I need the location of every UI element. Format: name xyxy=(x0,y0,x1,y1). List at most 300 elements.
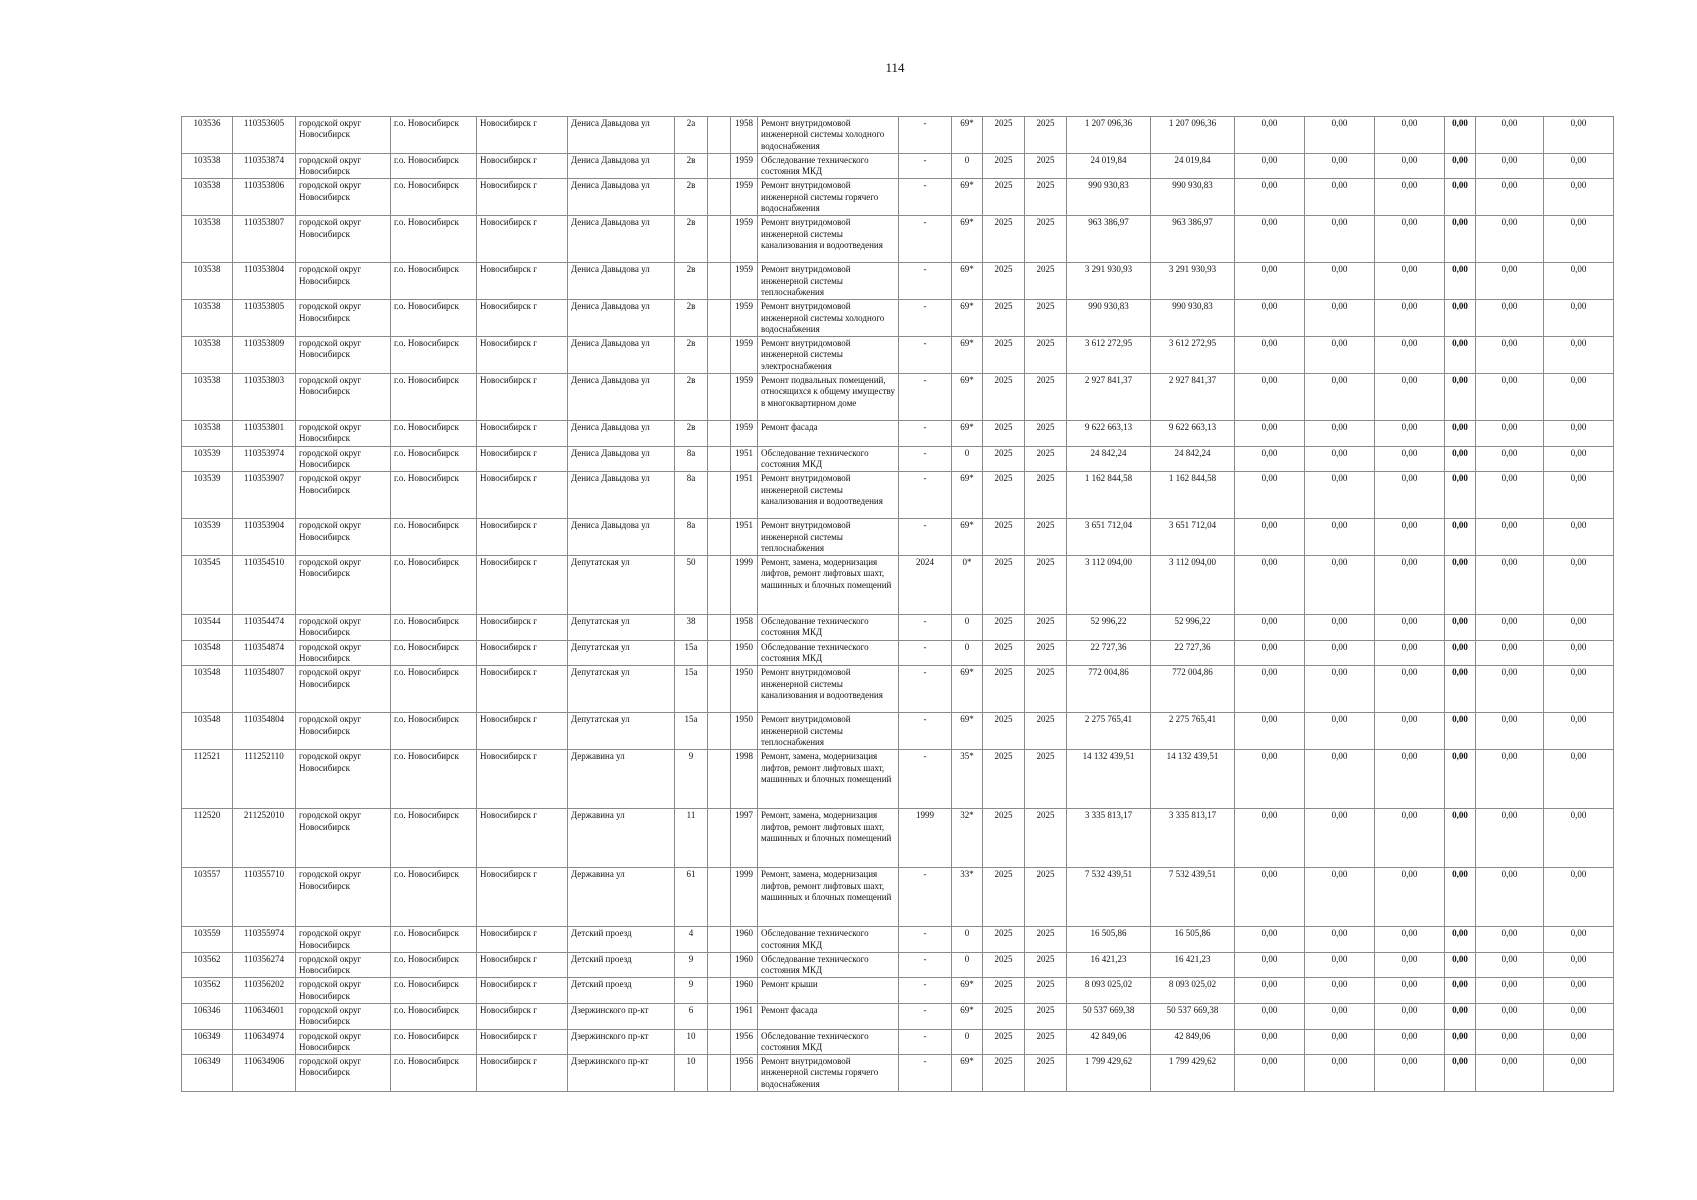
table-row xyxy=(182,446,1614,472)
cell-last-repair-year: - xyxy=(899,216,952,263)
cell-district: г.о. Новосибирск xyxy=(391,117,477,154)
cell-house-number: 9 xyxy=(675,750,708,809)
cell-district: г.о. Новосибирск xyxy=(391,952,477,978)
cell-extra: 0,00 xyxy=(1445,750,1476,809)
table-row xyxy=(182,374,1614,421)
cell-locality: Новосибирск г xyxy=(477,615,568,641)
cell-house-number: 8а xyxy=(675,519,708,556)
cell-plan-start: 2025 xyxy=(983,179,1025,216)
cell-local-budget: 0,00 xyxy=(1305,615,1375,641)
cell-regional-budget: 0,00 xyxy=(1235,666,1305,713)
cell-extra: 0,00 xyxy=(1445,216,1476,263)
cell-work-id: 211252010 xyxy=(233,809,296,868)
cell-local-budget: 0,00 xyxy=(1305,713,1375,750)
cell-extra: 0,00 xyxy=(1445,868,1476,927)
cell-regional-budget: 0,00 xyxy=(1235,216,1305,263)
cell-plan-end: 2025 xyxy=(1025,809,1067,868)
cell-extra: 0,00 xyxy=(1445,263,1476,300)
cell-house-id: 103545 xyxy=(182,556,233,615)
table-row xyxy=(182,809,1614,868)
cell-municipality: городской округ Новосибирск xyxy=(296,179,391,216)
cell-house-number: 8а xyxy=(675,446,708,472)
cell-wear: 0 xyxy=(952,446,983,472)
cell-last-repair-year: - xyxy=(899,1029,952,1055)
cell-work-id: 110354874 xyxy=(233,640,296,666)
cell-building xyxy=(708,374,731,421)
cell-regional-budget: 0,00 xyxy=(1235,640,1305,666)
cell-plan-end: 2025 xyxy=(1025,978,1067,1004)
cell-district: г.о. Новосибирск xyxy=(391,519,477,556)
cell-house-number: 10 xyxy=(675,1055,708,1092)
cell-building xyxy=(708,666,731,713)
cell-work-id: 110356202 xyxy=(233,978,296,1004)
cell-municipality: городской округ Новосибирск xyxy=(296,809,391,868)
cell-locality: Новосибирск г xyxy=(477,153,568,179)
cell-reserve: 0,00 xyxy=(1544,1055,1614,1092)
cell-work-type: Ремонт, замена, модернизация лифтов, ремонт лифтовых шахт, машинных и блочных помещений xyxy=(758,750,899,809)
cell-local-budget: 0,00 xyxy=(1305,300,1375,337)
cell-local-budget: 0,00 xyxy=(1305,179,1375,216)
cell-street: Дениса Давыдова ул xyxy=(568,421,675,447)
cell-owners-funds: 0,00 xyxy=(1375,263,1445,300)
cell-total-cost: 963 386,97 xyxy=(1067,216,1151,263)
cell-owners-funds: 0,00 xyxy=(1375,556,1445,615)
cell-reserve: 0,00 xyxy=(1544,868,1614,927)
cell-regional-budget: 0,00 xyxy=(1235,750,1305,809)
cell-owners-funds: 0,00 xyxy=(1375,713,1445,750)
cell-last-repair-year: - xyxy=(899,640,952,666)
cell-total-cost: 990 930,83 xyxy=(1067,300,1151,337)
cell-building xyxy=(708,446,731,472)
cell-local-budget: 0,00 xyxy=(1305,952,1375,978)
cell-work-type: Обследование технического состояния МКД xyxy=(758,615,899,641)
cell-wear: 69* xyxy=(952,519,983,556)
cell-district: г.о. Новосибирск xyxy=(391,615,477,641)
cell-total-cost: 3 612 272,95 xyxy=(1067,337,1151,374)
cell-reserve: 0,00 xyxy=(1544,179,1614,216)
cell-local-budget: 0,00 xyxy=(1305,472,1375,519)
cell-reserve: 0,00 xyxy=(1544,153,1614,179)
cell-last-repair-year: - xyxy=(899,117,952,154)
cell-house-id: 103562 xyxy=(182,952,233,978)
cell-reserve: 0,00 xyxy=(1544,519,1614,556)
cell-reserve: 0,00 xyxy=(1544,446,1614,472)
cell-local-budget: 0,00 xyxy=(1305,374,1375,421)
cell-house-id: 103538 xyxy=(182,179,233,216)
cell-building xyxy=(708,263,731,300)
cell-fund-cost: 2 927 841,37 xyxy=(1151,374,1235,421)
cell-house-number: 2в xyxy=(675,179,708,216)
cell-building xyxy=(708,300,731,337)
cell-wear: 69* xyxy=(952,374,983,421)
cell-build-year: 1961 xyxy=(731,1003,758,1029)
cell-street: Депутатская ул xyxy=(568,556,675,615)
cell-local-budget: 0,00 xyxy=(1305,519,1375,556)
cell-work-id: 110634974 xyxy=(233,1029,296,1055)
cell-district: г.о. Новосибирск xyxy=(391,300,477,337)
cell-plan-start: 2025 xyxy=(983,117,1025,154)
cell-build-year: 1959 xyxy=(731,337,758,374)
cell-total-cost: 1 162 844,58 xyxy=(1067,472,1151,519)
cell-last-repair-year: - xyxy=(899,1055,952,1092)
cell-build-year: 1958 xyxy=(731,615,758,641)
cell-plan-start: 2025 xyxy=(983,337,1025,374)
cell-district: г.о. Новосибирск xyxy=(391,809,477,868)
cell-total-cost: 3 335 813,17 xyxy=(1067,809,1151,868)
cell-plan-end: 2025 xyxy=(1025,868,1067,927)
cell-plan-end: 2025 xyxy=(1025,640,1067,666)
cell-plan-end: 2025 xyxy=(1025,216,1067,263)
cell-municipality: городской округ Новосибирск xyxy=(296,519,391,556)
cell-build-year: 1959 xyxy=(731,374,758,421)
cell-owners-funds: 0,00 xyxy=(1375,1055,1445,1092)
cell-plan-end: 2025 xyxy=(1025,952,1067,978)
cell-house-number: 2в xyxy=(675,337,708,374)
cell-work-id: 110356274 xyxy=(233,952,296,978)
cell-owners-funds: 0,00 xyxy=(1375,1029,1445,1055)
cell-plan-end: 2025 xyxy=(1025,374,1067,421)
cell-last-repair-year: - xyxy=(899,713,952,750)
cell-other-funds: 0,00 xyxy=(1476,179,1544,216)
cell-extra: 0,00 xyxy=(1445,666,1476,713)
cell-locality: Новосибирск г xyxy=(477,1055,568,1092)
cell-last-repair-year: - xyxy=(899,472,952,519)
cell-street: Депутатская ул xyxy=(568,640,675,666)
cell-locality: Новосибирск г xyxy=(477,809,568,868)
cell-last-repair-year: - xyxy=(899,337,952,374)
cell-wear: 69* xyxy=(952,1003,983,1029)
cell-reserve: 0,00 xyxy=(1544,421,1614,447)
cell-work-id: 110354510 xyxy=(233,556,296,615)
cell-work-id: 110353801 xyxy=(233,421,296,447)
cell-build-year: 1959 xyxy=(731,421,758,447)
cell-fund-cost: 1 799 429,62 xyxy=(1151,1055,1235,1092)
cell-district: г.о. Новосибирск xyxy=(391,640,477,666)
cell-owners-funds: 0,00 xyxy=(1375,117,1445,154)
cell-owners-funds: 0,00 xyxy=(1375,446,1445,472)
cell-build-year: 1999 xyxy=(731,556,758,615)
cell-building xyxy=(708,556,731,615)
cell-fund-cost: 1 162 844,58 xyxy=(1151,472,1235,519)
cell-owners-funds: 0,00 xyxy=(1375,1003,1445,1029)
cell-building xyxy=(708,1055,731,1092)
cell-work-id: 110353805 xyxy=(233,300,296,337)
cell-regional-budget: 0,00 xyxy=(1235,868,1305,927)
cell-owners-funds: 0,00 xyxy=(1375,666,1445,713)
cell-locality: Новосибирск г xyxy=(477,927,568,953)
cell-extra: 0,00 xyxy=(1445,556,1476,615)
cell-district: г.о. Новосибирск xyxy=(391,421,477,447)
cell-plan-start: 2025 xyxy=(983,666,1025,713)
table-row xyxy=(182,117,1614,154)
cell-local-budget: 0,00 xyxy=(1305,1029,1375,1055)
cell-build-year: 1950 xyxy=(731,666,758,713)
cell-plan-end: 2025 xyxy=(1025,1055,1067,1092)
cell-street: Дзержинского пр-кт xyxy=(568,1003,675,1029)
cell-work-type: Ремонт внутридомовой инженерной системы канализования и водоотведения xyxy=(758,216,899,263)
cell-other-funds: 0,00 xyxy=(1476,1029,1544,1055)
cell-house-id: 103538 xyxy=(182,421,233,447)
cell-wear: 0* xyxy=(952,556,983,615)
cell-locality: Новосибирск г xyxy=(477,1029,568,1055)
cell-district: г.о. Новосибирск xyxy=(391,750,477,809)
cell-reserve: 0,00 xyxy=(1544,556,1614,615)
cell-build-year: 1958 xyxy=(731,117,758,154)
cell-locality: Новосибирск г xyxy=(477,952,568,978)
table-row xyxy=(182,750,1614,809)
cell-wear: 69* xyxy=(952,117,983,154)
cell-build-year: 1959 xyxy=(731,153,758,179)
cell-street: Дзержинского пр-кт xyxy=(568,1055,675,1092)
cell-reserve: 0,00 xyxy=(1544,713,1614,750)
cell-municipality: городской округ Новосибирск xyxy=(296,666,391,713)
cell-plan-start: 2025 xyxy=(983,713,1025,750)
cell-plan-end: 2025 xyxy=(1025,750,1067,809)
cell-work-id: 110354474 xyxy=(233,615,296,641)
cell-extra: 0,00 xyxy=(1445,153,1476,179)
cell-extra: 0,00 xyxy=(1445,615,1476,641)
cell-regional-budget: 0,00 xyxy=(1235,556,1305,615)
cell-house-number: 2в xyxy=(675,300,708,337)
cell-building xyxy=(708,615,731,641)
cell-municipality: городской округ Новосибирск xyxy=(296,952,391,978)
cell-fund-cost: 990 930,83 xyxy=(1151,300,1235,337)
cell-owners-funds: 0,00 xyxy=(1375,179,1445,216)
cell-other-funds: 0,00 xyxy=(1476,1003,1544,1029)
table-row xyxy=(182,300,1614,337)
cell-plan-start: 2025 xyxy=(983,421,1025,447)
cell-house-number: 2в xyxy=(675,216,708,263)
cell-owners-funds: 0,00 xyxy=(1375,300,1445,337)
cell-fund-cost: 3 112 094,00 xyxy=(1151,556,1235,615)
cell-last-repair-year: - xyxy=(899,868,952,927)
cell-work-id: 110355710 xyxy=(233,868,296,927)
cell-reserve: 0,00 xyxy=(1544,927,1614,953)
cell-building xyxy=(708,952,731,978)
cell-fund-cost: 2 275 765,41 xyxy=(1151,713,1235,750)
cell-extra: 0,00 xyxy=(1445,472,1476,519)
cell-municipality: городской округ Новосибирск xyxy=(296,978,391,1004)
cell-work-type: Ремонт внутридомовой инженерной системы канализования и водоотведения xyxy=(758,472,899,519)
cell-street: Детский проезд xyxy=(568,952,675,978)
cell-last-repair-year: - xyxy=(899,374,952,421)
cell-street: Депутатская ул xyxy=(568,615,675,641)
cell-building xyxy=(708,472,731,519)
cell-local-budget: 0,00 xyxy=(1305,868,1375,927)
cell-other-funds: 0,00 xyxy=(1476,666,1544,713)
cell-last-repair-year: - xyxy=(899,519,952,556)
cell-fund-cost: 22 727,36 xyxy=(1151,640,1235,666)
table-row xyxy=(182,263,1614,300)
cell-regional-budget: 0,00 xyxy=(1235,263,1305,300)
cell-house-id: 103548 xyxy=(182,666,233,713)
cell-regional-budget: 0,00 xyxy=(1235,472,1305,519)
cell-plan-start: 2025 xyxy=(983,263,1025,300)
cell-local-budget: 0,00 xyxy=(1305,556,1375,615)
cell-locality: Новосибирск г xyxy=(477,472,568,519)
cell-plan-start: 2025 xyxy=(983,1055,1025,1092)
cell-house-id: 103539 xyxy=(182,472,233,519)
cell-work-type: Ремонт внутридомовой инженерной системы холодного водоснабжения xyxy=(758,300,899,337)
cell-fund-cost: 8 093 025,02 xyxy=(1151,978,1235,1004)
cell-work-type: Ремонт внутридомовой инженерной системы теплоснабжения xyxy=(758,263,899,300)
cell-wear: 69* xyxy=(952,263,983,300)
table-row xyxy=(182,615,1614,641)
cell-fund-cost: 772 004,86 xyxy=(1151,666,1235,713)
cell-plan-start: 2025 xyxy=(983,978,1025,1004)
cell-work-type: Обследование технического состояния МКД xyxy=(758,446,899,472)
cell-work-type: Ремонт, замена, модернизация лифтов, ремонт лифтовых шахт, машинных и блочных помещений xyxy=(758,868,899,927)
cell-last-repair-year: - xyxy=(899,263,952,300)
cell-last-repair-year: - xyxy=(899,446,952,472)
cell-work-type: Ремонт фасада xyxy=(758,421,899,447)
cell-building xyxy=(708,421,731,447)
cell-work-type: Ремонт фасада xyxy=(758,1003,899,1029)
cell-plan-end: 2025 xyxy=(1025,300,1067,337)
cell-house-id: 103538 xyxy=(182,153,233,179)
cell-plan-end: 2025 xyxy=(1025,713,1067,750)
cell-house-number: 2в xyxy=(675,153,708,179)
cell-local-budget: 0,00 xyxy=(1305,216,1375,263)
cell-municipality: городской округ Новосибирск xyxy=(296,640,391,666)
cell-house-id: 103539 xyxy=(182,519,233,556)
cell-reserve: 0,00 xyxy=(1544,640,1614,666)
cell-last-repair-year: - xyxy=(899,179,952,216)
cell-other-funds: 0,00 xyxy=(1476,809,1544,868)
cell-last-repair-year: - xyxy=(899,153,952,179)
cell-fund-cost: 3 291 930,93 xyxy=(1151,263,1235,300)
table-row xyxy=(182,1003,1614,1029)
cell-regional-budget: 0,00 xyxy=(1235,1055,1305,1092)
cell-house-id: 106349 xyxy=(182,1029,233,1055)
cell-house-number: 2а xyxy=(675,117,708,154)
cell-building xyxy=(708,1029,731,1055)
cell-house-id: 103539 xyxy=(182,446,233,472)
cell-house-number: 4 xyxy=(675,927,708,953)
cell-regional-budget: 0,00 xyxy=(1235,1003,1305,1029)
cell-regional-budget: 0,00 xyxy=(1235,978,1305,1004)
table-row xyxy=(182,666,1614,713)
cell-wear: 0 xyxy=(952,640,983,666)
cell-house-id: 106346 xyxy=(182,1003,233,1029)
cell-municipality: городской округ Новосибирск xyxy=(296,446,391,472)
cell-street: Детский проезд xyxy=(568,927,675,953)
cell-locality: Новосибирск г xyxy=(477,556,568,615)
cell-fund-cost: 7 532 439,51 xyxy=(1151,868,1235,927)
cell-total-cost: 14 132 439,51 xyxy=(1067,750,1151,809)
cell-house-number: 11 xyxy=(675,809,708,868)
cell-wear: 0 xyxy=(952,952,983,978)
cell-locality: Новосибирск г xyxy=(477,868,568,927)
cell-other-funds: 0,00 xyxy=(1476,978,1544,1004)
cell-house-number: 2в xyxy=(675,421,708,447)
cell-house-id: 103538 xyxy=(182,300,233,337)
cell-house-id: 103559 xyxy=(182,927,233,953)
table-row xyxy=(182,556,1614,615)
cell-street: Дениса Давыдова ул xyxy=(568,374,675,421)
cell-district: г.о. Новосибирск xyxy=(391,927,477,953)
cell-work-type: Ремонт внутридомовой инженерной системы канализования и водоотведения xyxy=(758,666,899,713)
cell-extra: 0,00 xyxy=(1445,927,1476,953)
cell-local-budget: 0,00 xyxy=(1305,750,1375,809)
cell-other-funds: 0,00 xyxy=(1476,615,1544,641)
table-row xyxy=(182,952,1614,978)
cell-other-funds: 0,00 xyxy=(1476,713,1544,750)
cell-locality: Новосибирск г xyxy=(477,640,568,666)
table-row xyxy=(182,640,1614,666)
cell-municipality: городской округ Новосибирск xyxy=(296,927,391,953)
cell-house-id: 103544 xyxy=(182,615,233,641)
cell-reserve: 0,00 xyxy=(1544,337,1614,374)
cell-total-cost: 42 849,06 xyxy=(1067,1029,1151,1055)
cell-house-number: 9 xyxy=(675,952,708,978)
cell-municipality: городской округ Новосибирск xyxy=(296,216,391,263)
cell-work-id: 110353809 xyxy=(233,337,296,374)
cell-owners-funds: 0,00 xyxy=(1375,421,1445,447)
cell-fund-cost: 24 842,24 xyxy=(1151,446,1235,472)
cell-municipality: городской округ Новосибирск xyxy=(296,263,391,300)
cell-street: Дениса Давыдова ул xyxy=(568,117,675,154)
cell-regional-budget: 0,00 xyxy=(1235,1029,1305,1055)
cell-extra: 0,00 xyxy=(1445,978,1476,1004)
cell-work-id: 110354807 xyxy=(233,666,296,713)
cell-build-year: 1951 xyxy=(731,519,758,556)
cell-house-id: 103548 xyxy=(182,640,233,666)
cell-build-year: 1956 xyxy=(731,1029,758,1055)
cell-plan-end: 2025 xyxy=(1025,421,1067,447)
cell-locality: Новосибирск г xyxy=(477,978,568,1004)
cell-reserve: 0,00 xyxy=(1544,615,1614,641)
cell-work-type: Ремонт внутридомовой инженерной системы теплоснабжения xyxy=(758,519,899,556)
cell-reserve: 0,00 xyxy=(1544,472,1614,519)
cell-build-year: 1998 xyxy=(731,750,758,809)
cell-other-funds: 0,00 xyxy=(1476,153,1544,179)
cell-work-id: 110353806 xyxy=(233,179,296,216)
cell-fund-cost: 1 207 096,36 xyxy=(1151,117,1235,154)
cell-wear: 69* xyxy=(952,421,983,447)
cell-local-budget: 0,00 xyxy=(1305,337,1375,374)
cell-wear: 69* xyxy=(952,1055,983,1092)
cell-work-id: 110353874 xyxy=(233,153,296,179)
cell-reserve: 0,00 xyxy=(1544,300,1614,337)
cell-other-funds: 0,00 xyxy=(1476,1055,1544,1092)
cell-locality: Новосибирск г xyxy=(477,750,568,809)
cell-municipality: городской округ Новосибирск xyxy=(296,556,391,615)
cell-wear: 69* xyxy=(952,216,983,263)
cell-owners-funds: 0,00 xyxy=(1375,640,1445,666)
cell-reserve: 0,00 xyxy=(1544,374,1614,421)
cell-owners-funds: 0,00 xyxy=(1375,978,1445,1004)
cell-other-funds: 0,00 xyxy=(1476,927,1544,953)
cell-work-id: 110353803 xyxy=(233,374,296,421)
cell-locality: Новосибирск г xyxy=(477,337,568,374)
cell-build-year: 1950 xyxy=(731,713,758,750)
cell-other-funds: 0,00 xyxy=(1476,556,1544,615)
cell-build-year: 1956 xyxy=(731,1055,758,1092)
cell-plan-end: 2025 xyxy=(1025,1003,1067,1029)
cell-extra: 0,00 xyxy=(1445,117,1476,154)
cell-district: г.о. Новосибирск xyxy=(391,374,477,421)
cell-extra: 0,00 xyxy=(1445,374,1476,421)
cell-reserve: 0,00 xyxy=(1544,750,1614,809)
cell-street: Дениса Давыдова ул xyxy=(568,263,675,300)
cell-plan-end: 2025 xyxy=(1025,446,1067,472)
cell-work-type: Обследование технического состояния МКД xyxy=(758,1029,899,1055)
cell-locality: Новосибирск г xyxy=(477,179,568,216)
table-row xyxy=(182,216,1614,263)
cell-work-id: 110353974 xyxy=(233,446,296,472)
cell-extra: 0,00 xyxy=(1445,300,1476,337)
